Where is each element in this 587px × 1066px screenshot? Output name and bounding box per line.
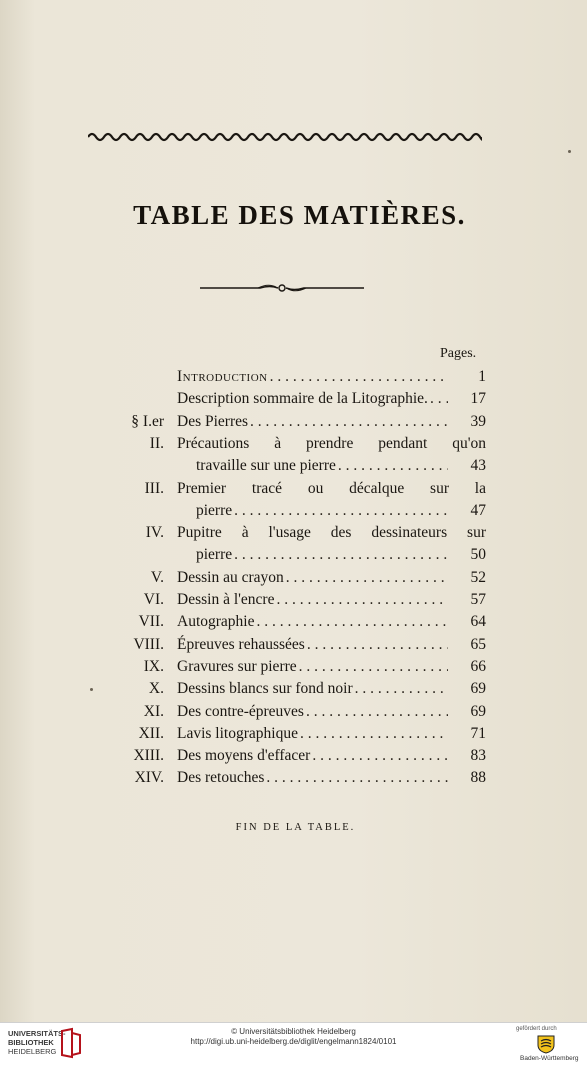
- leader-dots: [234, 544, 448, 566]
- toc-entry: [0, 388, 587, 410]
- end-of-table-note: FIN DE LA TABLE.: [235, 822, 356, 833]
- toc-entry: [0, 634, 587, 656]
- toc-entry: [0, 678, 587, 700]
- toc-entry: [0, 611, 587, 633]
- chapter-number: IV.: [145, 524, 164, 542]
- leader-dots: [250, 411, 448, 433]
- ornament-divider: [200, 283, 364, 293]
- leader-dots: [306, 701, 448, 723]
- entry-title: Précautions à prendre pendant qu'on: [177, 434, 486, 452]
- leader-dots: [266, 767, 448, 789]
- chapter-number: XIV.: [134, 769, 164, 787]
- page-number: 65: [470, 635, 486, 653]
- toc-entry: [0, 701, 587, 723]
- toc-entry: [0, 656, 587, 678]
- page-title: TABLE DES MATIÈRES.: [133, 200, 466, 230]
- page-number: 1: [478, 368, 486, 385]
- entry-title: Premier tracé ou décalque sur la: [177, 479, 486, 497]
- page-number: 52: [470, 568, 486, 586]
- entry-title: pierre: [196, 501, 233, 519]
- chapter-number: VIII.: [133, 635, 164, 653]
- entry-title-line: [177, 767, 448, 789]
- wavy-rule-decoration: [88, 130, 482, 144]
- page-number: 69: [470, 680, 486, 698]
- entry-title: Des moyens d'effacer: [177, 747, 311, 765]
- entry-title-line: [177, 723, 448, 745]
- leader-dots: [270, 366, 448, 388]
- toc-entry: [0, 500, 587, 522]
- toc-entry: [0, 589, 587, 611]
- chapter-number: XIII.: [133, 747, 164, 765]
- entry-title: Épreuves rehaussées: [177, 635, 305, 653]
- toc-entry: [0, 366, 587, 388]
- entry-title-line: [196, 455, 448, 477]
- page-number: 64: [470, 613, 486, 631]
- leader-dots: [300, 723, 448, 745]
- funder-name: Baden-Württemberg: [520, 1055, 579, 1062]
- entry-title-line: [196, 544, 448, 566]
- entry-title: Dessins blancs sur fond noir: [177, 680, 353, 698]
- toc-entry: [0, 455, 587, 477]
- entry-title-line: [196, 500, 448, 522]
- chapter-number: XI.: [143, 702, 164, 720]
- leader-dots: [299, 656, 448, 678]
- entry-title: travaille sur une pierre: [196, 457, 336, 475]
- entry-title-line: [177, 567, 448, 589]
- page-number: 47: [470, 501, 486, 519]
- entry-title-line: [177, 589, 448, 611]
- page-number: 83: [470, 747, 486, 765]
- source-url[interactable]: http://digi.ub.uni-heidelberg.de/diglit/engelmann1824/0101: [190, 1037, 397, 1046]
- entry-title-line: [177, 388, 448, 410]
- entry-title: Des retouches: [177, 769, 265, 787]
- entry-title: Gravures sur pierre: [177, 657, 297, 675]
- entry-title: Des Pierres: [177, 412, 249, 430]
- toc-entry: [0, 411, 587, 433]
- toc-entry: [0, 433, 587, 455]
- toc-entry: [0, 478, 587, 500]
- leader-dots: [276, 589, 448, 611]
- leader-dots: [286, 567, 448, 589]
- library-line3: HEIDELBERG: [8, 1047, 57, 1056]
- page-number: 66: [470, 657, 486, 675]
- page-number: 50: [470, 546, 486, 564]
- entry-title-line: [177, 678, 448, 700]
- entry-title-line: [177, 522, 486, 544]
- leader-dots: [338, 455, 448, 477]
- entry-title-line: [177, 478, 486, 500]
- page-number: 88: [470, 769, 486, 787]
- page-number: 71: [470, 724, 486, 742]
- chapter-number: VII.: [138, 613, 164, 631]
- copyright-text: © Universitätsbibliothek Heidelberg: [231, 1027, 356, 1036]
- entry-title: Lavis litographique: [177, 724, 298, 742]
- chapter-number: V.: [150, 568, 164, 586]
- entry-title: pierre: [196, 546, 233, 564]
- chapter-number: III.: [144, 479, 164, 497]
- entry-title: Dessin à l'encre: [177, 591, 275, 608]
- chapter-number: § I.er: [131, 412, 164, 430]
- chapter-number: IX.: [143, 657, 164, 675]
- entry-title: Dessin au crayon: [177, 568, 284, 586]
- entry-title: Autographie: [177, 613, 255, 631]
- leader-dots: [312, 745, 448, 767]
- entry-title-line: [177, 656, 448, 678]
- leader-dots: [355, 678, 448, 700]
- chapter-number: XII.: [138, 724, 164, 742]
- entry-title-line: [177, 433, 486, 455]
- entry-title-line: [177, 411, 448, 433]
- leader-dots: [256, 611, 448, 633]
- entry-title-line: [177, 611, 448, 633]
- library-line2: BIBLIOTHEK: [8, 1038, 54, 1047]
- chapter-number: VI.: [143, 591, 164, 608]
- entry-title-line: [177, 366, 448, 388]
- page-number: 17: [470, 390, 486, 408]
- entry-title-line: [177, 701, 448, 723]
- library-line1: UNIVERSITÄTS-: [8, 1029, 66, 1038]
- page-number: 39: [470, 412, 486, 430]
- page-number: 43: [470, 457, 486, 475]
- pages-column-label: Pages.: [440, 346, 477, 361]
- page-number: 57: [470, 591, 486, 608]
- paper-speck: [568, 150, 571, 153]
- footer-bar: [0, 1022, 587, 1066]
- entry-title: Introduction: [177, 368, 268, 385]
- baden-wuerttemberg-crest-icon: [535, 1034, 557, 1054]
- toc-entry: [0, 745, 587, 767]
- toc-entry: [0, 522, 587, 544]
- entry-title-line: [177, 634, 448, 656]
- toc-entry: [0, 567, 587, 589]
- entry-title: Pupitre à l'usage des dessinateurs sur: [177, 524, 486, 542]
- funded-by-label: gefördert durch: [516, 1026, 557, 1032]
- entry-title: Des contre-épreuves: [177, 702, 304, 720]
- entry-title-line: [177, 745, 448, 767]
- toc-entry: [0, 767, 587, 789]
- page-number: 69: [470, 702, 486, 720]
- paper-speck: [90, 688, 93, 691]
- chapter-number: II.: [149, 434, 164, 452]
- toc-entry: [0, 544, 587, 566]
- leader-dots: [234, 500, 448, 522]
- footer-credits: [0, 1027, 587, 1047]
- toc-entry: [0, 723, 587, 745]
- entry-title: Description sommaire de la Litographie.: [177, 390, 428, 408]
- leader-dots: [307, 634, 448, 656]
- chapter-number: X.: [148, 680, 164, 698]
